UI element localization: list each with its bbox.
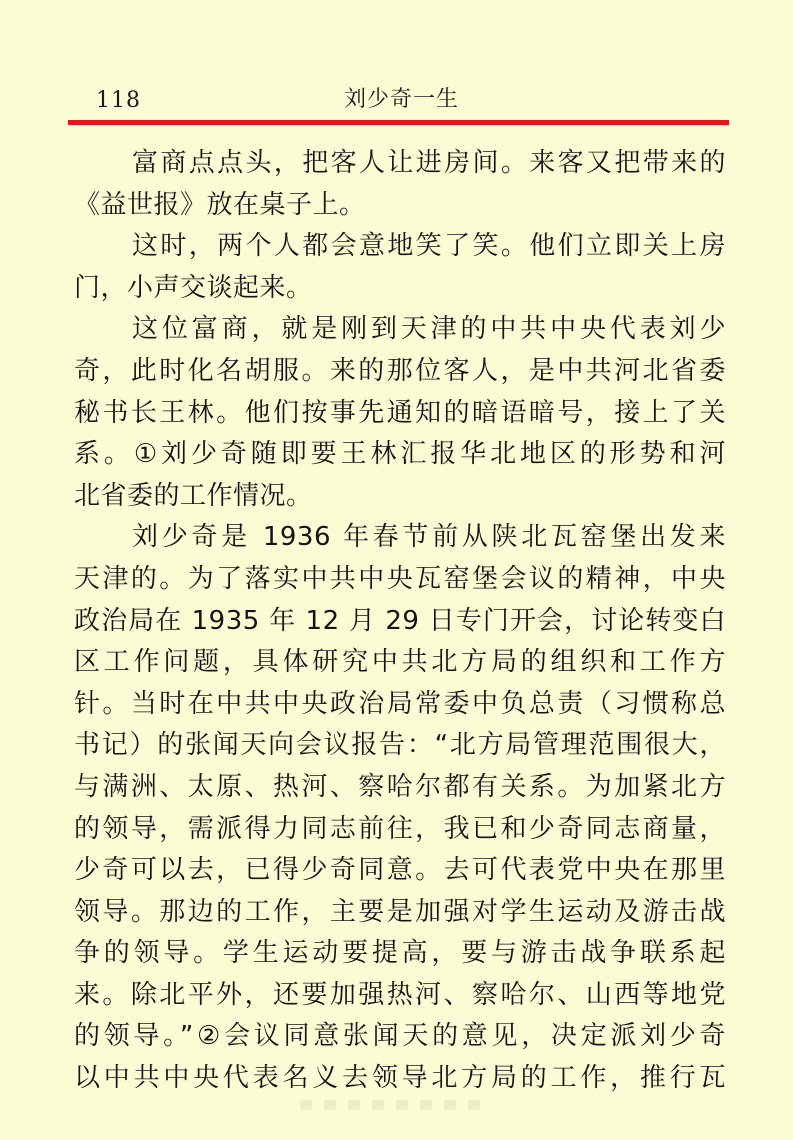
- text-line: 刘少奇是 1936 年春节前从陕北瓦窑堡出发来: [132, 522, 726, 553]
- footer-scan-smudge: [300, 1100, 490, 1110]
- text-line: 北省委的工作情况。: [74, 480, 313, 511]
- text-line: 这位富商，就是刚到天津的中共中央代表刘少: [132, 314, 726, 345]
- paragraph: [74, 517, 726, 1099]
- text-line: 区工作问题，具体研究中共北方局的组织和工作方: [74, 647, 726, 678]
- text-line: 的领导，需派得力同志前往，我已和少奇同志商量，: [74, 813, 726, 844]
- text-line: 《益世报》放在桌子上。: [74, 189, 366, 220]
- text-line: 这时，两个人都会意地笑了笑。他们立即关上房: [132, 231, 726, 262]
- text-line: 系。①刘少奇随即要王林汇报华北地区的形势和河: [74, 439, 726, 470]
- paragraph: [74, 143, 726, 226]
- text-line: 领导。那边的工作，主要是加强对学生运动及游击战: [74, 896, 726, 927]
- text-line: 的领导。”②会议同意张闻天的意见，决定派刘少奇: [74, 1021, 726, 1052]
- paragraph: [74, 226, 726, 309]
- text-line: 奇，此时化名胡服。来的那位客人，是中共河北省委: [74, 355, 726, 386]
- text-line: 以中共中央代表名义去领导北方局的工作，推行瓦: [74, 1063, 726, 1094]
- text-line: 少奇可以去，已得少奇同意。去可代表党中央在那里: [74, 855, 726, 886]
- page-header: [0, 0, 793, 126]
- text-line: 门，小声交谈起来。: [74, 272, 313, 303]
- text-line: 秘书长王林。他们按事先通知的暗语暗号，接上了关: [74, 397, 726, 428]
- running-title: 刘少奇一生: [343, 87, 459, 112]
- body-text: [74, 143, 726, 1100]
- paragraph: [74, 309, 726, 517]
- text-line: 与满洲、太原、热河、察哈尔都有关系。为加紧北方: [74, 771, 726, 802]
- text-line: 争的领导。学生运动要提高，要与游击战争联系起: [74, 938, 726, 969]
- text-line: 书记）的张闻天向会议报告：“北方局管理范围很大，: [74, 730, 726, 761]
- text-line: 政治局在 1935 年 12 月 29 日专门开会，讨论转变白: [74, 605, 726, 636]
- text-line: 针。当时在中共中央政治局常委中负总责（习惯称总: [74, 688, 726, 719]
- text-line: 富商点点头，把客人让进房间。来客又把带来的: [132, 148, 726, 178]
- page-number: 118: [96, 88, 141, 113]
- text-line: 来。除北平外，还要加强热河、察哈尔、山西等地党: [74, 979, 726, 1010]
- header-rule: [68, 120, 729, 125]
- text-line: 天津的。为了落实中共中央瓦窑堡会议的精神，中央: [74, 563, 726, 594]
